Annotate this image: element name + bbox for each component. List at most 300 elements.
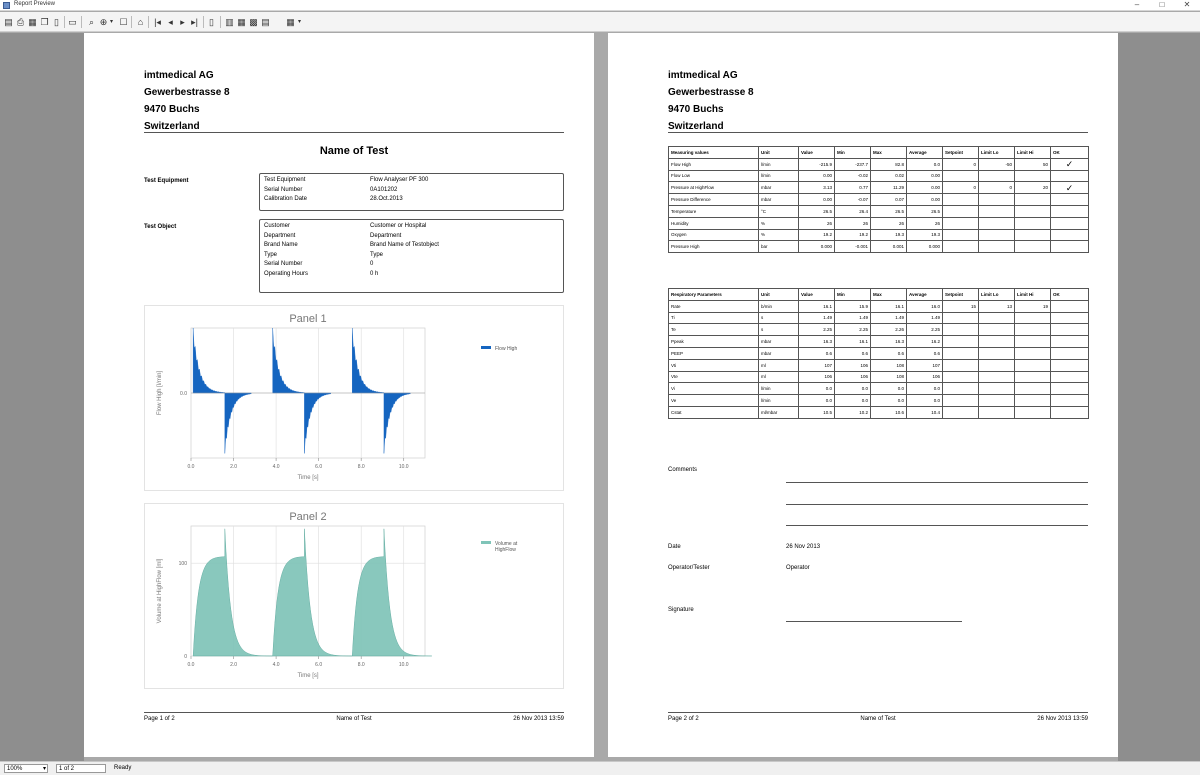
- comments-line: [786, 482, 1088, 483]
- y-axis-label: Flow High [l/min]: [157, 370, 163, 416]
- table-cell: 106: [799, 371, 835, 383]
- x-tick-label: 0.0: [187, 662, 195, 668]
- table-cell: [979, 395, 1015, 407]
- table-row: [669, 336, 1089, 348]
- table-cell: [979, 359, 1015, 371]
- window-titlebar: [0, 0, 1200, 11]
- table-row: [669, 194, 1089, 206]
- ok-check-cell: [1051, 194, 1089, 206]
- last-page-icon[interactable]: ▸|: [191, 17, 198, 27]
- date-label: Date: [668, 544, 681, 550]
- table-row: [669, 217, 1089, 229]
- table-row: [669, 205, 1089, 217]
- table-cell: 0.00: [907, 194, 943, 206]
- table-cell: s: [759, 324, 799, 336]
- ok-check-cell: ✓: [1051, 158, 1089, 170]
- grid-layout-icon[interactable]: ▦: [286, 17, 295, 27]
- info-value: 28.Oct.2013: [370, 196, 403, 203]
- table-cell: 16.1: [835, 336, 871, 348]
- table-cell: bar: [759, 241, 799, 253]
- company-address: [668, 67, 754, 135]
- test-object-label: Test Object: [144, 224, 177, 230]
- maximize-icon[interactable]: □: [1159, 0, 1165, 9]
- table-row: [669, 170, 1089, 182]
- table-cell: 0.07: [871, 194, 907, 206]
- table-cell: 13: [979, 300, 1015, 312]
- toolbar-separator: [64, 16, 65, 28]
- ok-check-cell: [1051, 300, 1089, 312]
- y-tick-label: 0.0: [180, 391, 187, 397]
- chevron-down-icon[interactable]: ▾: [42, 766, 46, 772]
- company-city: 9470 Buchs: [144, 104, 200, 115]
- app-icon: [3, 2, 10, 9]
- table-cell: 0.02: [871, 170, 907, 182]
- table-cell: [943, 229, 979, 241]
- table-cell: Pressure Difference: [669, 194, 759, 206]
- table-cell: [979, 217, 1015, 229]
- header-rule: [144, 132, 564, 133]
- x-tick-label: 8.0: [357, 464, 365, 470]
- footer-page-number: Page 2 of 2: [668, 716, 699, 722]
- table-row: [669, 347, 1089, 359]
- table-cell: 2.25: [835, 324, 871, 336]
- table-cell: [1015, 205, 1051, 217]
- company-street: Gewerbestrasse 8: [144, 87, 230, 98]
- zoom-value: 100%: [7, 766, 23, 772]
- print-setup-icon[interactable]: ▦: [28, 17, 37, 27]
- info-value: 0: [370, 261, 374, 268]
- table-cell: [979, 324, 1015, 336]
- table-cell: [943, 194, 979, 206]
- window-title: Report Preview: [14, 1, 56, 7]
- table-cell: 0: [943, 158, 979, 170]
- report-page-2: [608, 33, 1118, 757]
- table-row: [669, 312, 1089, 324]
- header-rule: [668, 132, 1088, 133]
- table-cell: s: [759, 312, 799, 324]
- table-cell: 15.9: [835, 300, 871, 312]
- table-cell: 50: [1015, 158, 1051, 170]
- two-page-icon[interactable]: ▥: [225, 17, 234, 27]
- x-tick-label: 4.0: [272, 662, 280, 668]
- table-cell: [943, 359, 979, 371]
- x-tick-label: 2.0: [230, 662, 238, 668]
- table-row: [669, 395, 1089, 407]
- table-cell: 1.49: [799, 312, 835, 324]
- single-page-icon[interactable]: ▯: [209, 17, 214, 27]
- ok-check-cell: [1051, 170, 1089, 182]
- chart-panel-2: [144, 503, 564, 689]
- table-cell: [979, 241, 1015, 253]
- company-street: Gewerbestrasse 8: [668, 87, 754, 98]
- four-page-icon[interactable]: ▦: [237, 17, 246, 27]
- legend-swatch: [481, 541, 491, 544]
- table-cell: 0.0: [799, 395, 835, 407]
- table-cell: 19.3: [871, 229, 907, 241]
- y-tick-label: 100: [178, 561, 187, 568]
- table-cell: 0.000: [799, 241, 835, 253]
- table-cell: [979, 312, 1015, 324]
- info-value: Department: [370, 232, 402, 239]
- table-cell: l/min: [759, 383, 799, 395]
- table-cell: -0.02: [835, 170, 871, 182]
- comments-line: [786, 504, 1088, 505]
- info-value: Type: [370, 251, 384, 258]
- table-cell: -0.07: [835, 194, 871, 206]
- info-value: 0 h: [370, 270, 379, 277]
- table-cell: 10.4: [907, 406, 943, 418]
- table-cell: 107: [799, 359, 835, 371]
- info-row: [264, 186, 559, 196]
- preview-margin-left: [0, 33, 84, 761]
- table-cell: 26: [871, 217, 907, 229]
- first-page-icon[interactable]: |◂: [154, 17, 161, 27]
- table-cell: Vi: [669, 383, 759, 395]
- ok-check-cell: [1051, 312, 1089, 324]
- table-cell: 16.1: [871, 300, 907, 312]
- table-cell: [943, 170, 979, 182]
- table-cell: 10.5: [799, 406, 835, 418]
- table-row: [669, 158, 1089, 170]
- x-tick-label: 2.0: [230, 464, 238, 470]
- table-cell: 0: [943, 182, 979, 194]
- table-cell: 0.77: [835, 182, 871, 194]
- table-cell: [943, 241, 979, 253]
- print-icon[interactable]: ⎙: [16, 17, 25, 27]
- table-row: [669, 182, 1089, 194]
- operator-label: Operator/Tester: [668, 565, 710, 571]
- info-key: Brand Name: [264, 242, 298, 249]
- x-axis-label: Time [s]: [297, 673, 319, 679]
- table-cell: ml/mbar: [759, 406, 799, 418]
- info-value: 0A101202: [370, 186, 398, 193]
- chart-title: Panel 2: [289, 511, 327, 523]
- legend-label-line: Volume at: [495, 541, 518, 547]
- ok-check-cell: [1051, 347, 1089, 359]
- comments-label: Comments: [668, 467, 698, 473]
- table-cell: [943, 371, 979, 383]
- footer-rule: [668, 712, 1088, 713]
- table-cell: Flow Low: [669, 170, 759, 182]
- table-cell: [979, 336, 1015, 348]
- x-tick-label: 10.0: [398, 662, 409, 668]
- toolbar-separator: [220, 16, 221, 28]
- ok-check-cell: [1051, 205, 1089, 217]
- table-cell: Rate: [669, 300, 759, 312]
- table-cell: 0.0: [907, 395, 943, 407]
- minimize-icon[interactable]: –: [1134, 0, 1140, 9]
- info-key: Operating Hours: [264, 270, 309, 277]
- table-cell: 10.2: [835, 406, 871, 418]
- table-cell: 1.49: [907, 312, 943, 324]
- next-page-icon[interactable]: ▸: [180, 17, 185, 27]
- table-cell: 11.29: [871, 182, 907, 194]
- zoom-select[interactable]: [4, 764, 48, 773]
- table-cell: [1015, 229, 1051, 241]
- zoom-icon[interactable]: ⊕: [99, 17, 108, 27]
- info-row: [264, 270, 559, 280]
- table-cell: PEEP: [669, 347, 759, 359]
- table-cell: 1.49: [835, 312, 871, 324]
- test-equipment-box: [259, 173, 564, 211]
- measuring-values-table: [668, 146, 1089, 253]
- table-cell: 16.3: [799, 336, 835, 348]
- table-cell: 106: [835, 359, 871, 371]
- table-cell: 0.6: [799, 347, 835, 359]
- table-header-cell: Value: [799, 289, 835, 301]
- table-cell: 26: [799, 217, 835, 229]
- copy-icon[interactable]: ❐: [40, 17, 49, 27]
- table-header-cell: Setpoint: [943, 147, 979, 159]
- y-tick-label: 0: [184, 654, 187, 660]
- table-cell: [1015, 371, 1051, 383]
- footer-timestamp: 26 Nov 2013 13:59: [1037, 716, 1088, 722]
- table-cell: 0.0: [907, 383, 943, 395]
- table-cell: 2.25: [799, 324, 835, 336]
- table-cell: 0.6: [871, 347, 907, 359]
- open-icon[interactable]: ▤: [4, 17, 13, 27]
- table-cell: 0.000: [907, 241, 943, 253]
- legend-swatch: [481, 346, 491, 349]
- table-cell: °C: [759, 205, 799, 217]
- table-cell: ml: [759, 371, 799, 383]
- table-cell: 16.2: [907, 336, 943, 348]
- company-name: imtmedical AG: [144, 70, 214, 81]
- ok-check-cell: [1051, 395, 1089, 407]
- footer-rule: [144, 712, 564, 713]
- toolbar-separator: [81, 16, 82, 28]
- print-preview-icon[interactable]: ⌂: [137, 17, 144, 27]
- table-cell: 106: [835, 371, 871, 383]
- table-cell: 106: [907, 371, 943, 383]
- table-cell: 82.8: [871, 158, 907, 170]
- toolbar-separator: [131, 16, 132, 28]
- table-cell: [1015, 395, 1051, 407]
- info-row: [264, 260, 559, 270]
- table-cell: 0.0: [835, 383, 871, 395]
- export-icon[interactable]: ▯: [54, 17, 59, 27]
- table-cell: %: [759, 217, 799, 229]
- footer-timestamp: 26 Nov 2013 13:59: [513, 716, 564, 722]
- ok-check-cell: ✓: [1051, 182, 1089, 194]
- table-cell: [943, 324, 979, 336]
- table-cell: -0.001: [835, 241, 871, 253]
- table-cell: 26.4: [835, 205, 871, 217]
- page-input[interactable]: [56, 764, 106, 773]
- table-cell: 16.0: [907, 300, 943, 312]
- ok-check-cell: [1051, 371, 1089, 383]
- save-icon[interactable]: ▭: [68, 17, 77, 27]
- table-header-cell: Average: [907, 147, 943, 159]
- table-cell: 19: [1015, 300, 1051, 312]
- ok-check-cell: [1051, 336, 1089, 348]
- multi-page-icon[interactable]: ▩: [249, 17, 258, 27]
- info-key: Calibration Date: [264, 196, 308, 203]
- table-header-cell: OK: [1051, 147, 1089, 159]
- ok-check-cell: [1051, 383, 1089, 395]
- ok-check-cell: [1051, 217, 1089, 229]
- ok-check-cell: [1051, 359, 1089, 371]
- legend-label: [495, 541, 518, 553]
- table-cell: [979, 170, 1015, 182]
- previous-page-icon[interactable]: ◂: [168, 17, 173, 27]
- table-cell: mbar: [759, 194, 799, 206]
- table-cell: [1015, 347, 1051, 359]
- page-layout-dropdown-icon[interactable]: ▾: [297, 19, 301, 25]
- table-cell: -237.7: [835, 158, 871, 170]
- info-row: [264, 222, 559, 232]
- company-country: Switzerland: [144, 121, 200, 132]
- table-cell: 1.49: [871, 312, 907, 324]
- table-cell: Temperature: [669, 205, 759, 217]
- table-header-cell: Unit: [759, 289, 799, 301]
- x-tick-label: 0.0: [187, 464, 195, 470]
- table-cell: 0.0: [799, 383, 835, 395]
- table-cell: l/min: [759, 170, 799, 182]
- table-header-row: [669, 147, 1089, 159]
- footer-title: Name of Test: [336, 716, 372, 722]
- table-cell: 26.5: [799, 205, 835, 217]
- table-cell: [943, 217, 979, 229]
- table-cell: -215.9: [799, 158, 835, 170]
- table-cell: [1015, 359, 1051, 371]
- table-cell: 19.2: [835, 229, 871, 241]
- table-cell: [1015, 406, 1051, 418]
- table-cell: mbar: [759, 347, 799, 359]
- ok-check-cell: [1051, 406, 1089, 418]
- table-cell: Cstat: [669, 406, 759, 418]
- x-tick-label: 6.0: [315, 662, 323, 668]
- table-cell: [943, 395, 979, 407]
- x-tick-label: 10.0: [398, 464, 409, 470]
- table-row: [669, 371, 1089, 383]
- table-cell: 19.3: [907, 229, 943, 241]
- table-cell: 108: [871, 359, 907, 371]
- table-header-row: [669, 289, 1089, 301]
- table-header-cell: Respiratory Parameters: [669, 289, 759, 301]
- table-header-cell: Limit Lo: [979, 147, 1015, 159]
- table-cell: 2.26: [871, 324, 907, 336]
- company-city: 9470 Buchs: [668, 104, 724, 115]
- find-icon[interactable]: ⌕: [88, 17, 95, 27]
- x-axis-label: Time [s]: [297, 475, 319, 481]
- table-cell: 15: [943, 300, 979, 312]
- table-row: [669, 229, 1089, 241]
- page-input-value: 1 of 2: [59, 766, 75, 772]
- date-value: 26 Nov 2013: [786, 544, 821, 550]
- hand-tool-icon[interactable]: ☐: [119, 17, 128, 27]
- y-axis-label: Volume at HighFlow [ml]: [157, 558, 163, 624]
- toolbar-separator: [203, 16, 204, 28]
- table-cell: 0.0: [907, 158, 943, 170]
- table-cell: Ppeak: [669, 336, 759, 348]
- table-cell: [1015, 241, 1051, 253]
- x-tick-label: 4.0: [272, 464, 280, 470]
- report-page-1: [84, 33, 594, 757]
- table-cell: 26: [907, 217, 943, 229]
- info-row: [264, 232, 559, 242]
- table-cell: [979, 229, 1015, 241]
- table-cell: [943, 383, 979, 395]
- table-cell: [943, 205, 979, 217]
- table-cell: 10.6: [871, 406, 907, 418]
- table-cell: [1015, 383, 1051, 395]
- info-key: Test Equipment: [264, 177, 306, 183]
- table-cell: 0.6: [835, 347, 871, 359]
- respiratory-parameters-table: [668, 288, 1089, 419]
- operator-value: Operator: [786, 565, 810, 571]
- table-header-cell: Max: [871, 147, 907, 159]
- table-cell: Oxygen: [669, 229, 759, 241]
- table-cell: [943, 312, 979, 324]
- test-object-box: [259, 219, 564, 293]
- table-cell: 0.00: [799, 170, 835, 182]
- status-bar: [0, 761, 1200, 775]
- table-cell: 0.0: [871, 383, 907, 395]
- info-row: [264, 241, 559, 251]
- status-text: Ready: [114, 765, 132, 771]
- table-row: [669, 359, 1089, 371]
- ok-check-cell: [1051, 324, 1089, 336]
- toolbar-separator: [148, 16, 149, 28]
- table-cell: 0.0: [871, 395, 907, 407]
- table-cell: 0.00: [799, 194, 835, 206]
- info-value: Customer or Hospital: [370, 223, 427, 229]
- zoom-dropdown-icon[interactable]: ▾: [109, 19, 113, 25]
- table-cell: Pressure at HighFlow: [669, 182, 759, 194]
- table-cell: [979, 371, 1015, 383]
- table-header-cell: Average: [907, 289, 943, 301]
- legend-label-line: HighFlow: [495, 547, 516, 553]
- table-cell: [979, 406, 1015, 418]
- table-cell: 0.0: [835, 395, 871, 407]
- table-header-cell: Min: [835, 289, 871, 301]
- table-header-cell: OK: [1051, 289, 1089, 301]
- close-icon[interactable]: ✕: [1183, 0, 1191, 9]
- table-header-cell: Measuring values: [669, 147, 759, 159]
- preview-margin-right: [1118, 33, 1200, 761]
- table-cell: Vti: [669, 359, 759, 371]
- table-cell: Humidity: [669, 217, 759, 229]
- page-layout-icon[interactable]: ▤: [261, 17, 270, 27]
- table-row: [669, 300, 1089, 312]
- chart-panel-1-svg: [145, 306, 563, 490]
- info-row: [264, 195, 559, 205]
- signature-line: [786, 621, 962, 622]
- info-key: Department: [264, 232, 296, 239]
- signature-label: Signature: [668, 607, 694, 613]
- table-cell: 19.2: [799, 229, 835, 241]
- table-header-cell: Setpoint: [943, 289, 979, 301]
- info-value: Brand Name of Testobject: [370, 242, 439, 249]
- toolbar: [0, 12, 1200, 32]
- table-row: [669, 406, 1089, 418]
- x-tick-label: 6.0: [315, 464, 323, 470]
- table-cell: 2.25: [907, 324, 943, 336]
- table-cell: [979, 347, 1015, 359]
- info-row: [264, 176, 559, 186]
- test-equipment-label: Test Equipment: [144, 178, 189, 184]
- table-cell: [1015, 217, 1051, 229]
- table-cell: [943, 336, 979, 348]
- footer-title: Name of Test: [860, 716, 896, 722]
- table-cell: 0: [979, 182, 1015, 194]
- table-cell: 0.00: [907, 182, 943, 194]
- ok-check-cell: [1051, 241, 1089, 253]
- table-cell: 0.00: [907, 170, 943, 182]
- info-key: Serial Number: [264, 261, 303, 268]
- table-header-cell: Unit: [759, 147, 799, 159]
